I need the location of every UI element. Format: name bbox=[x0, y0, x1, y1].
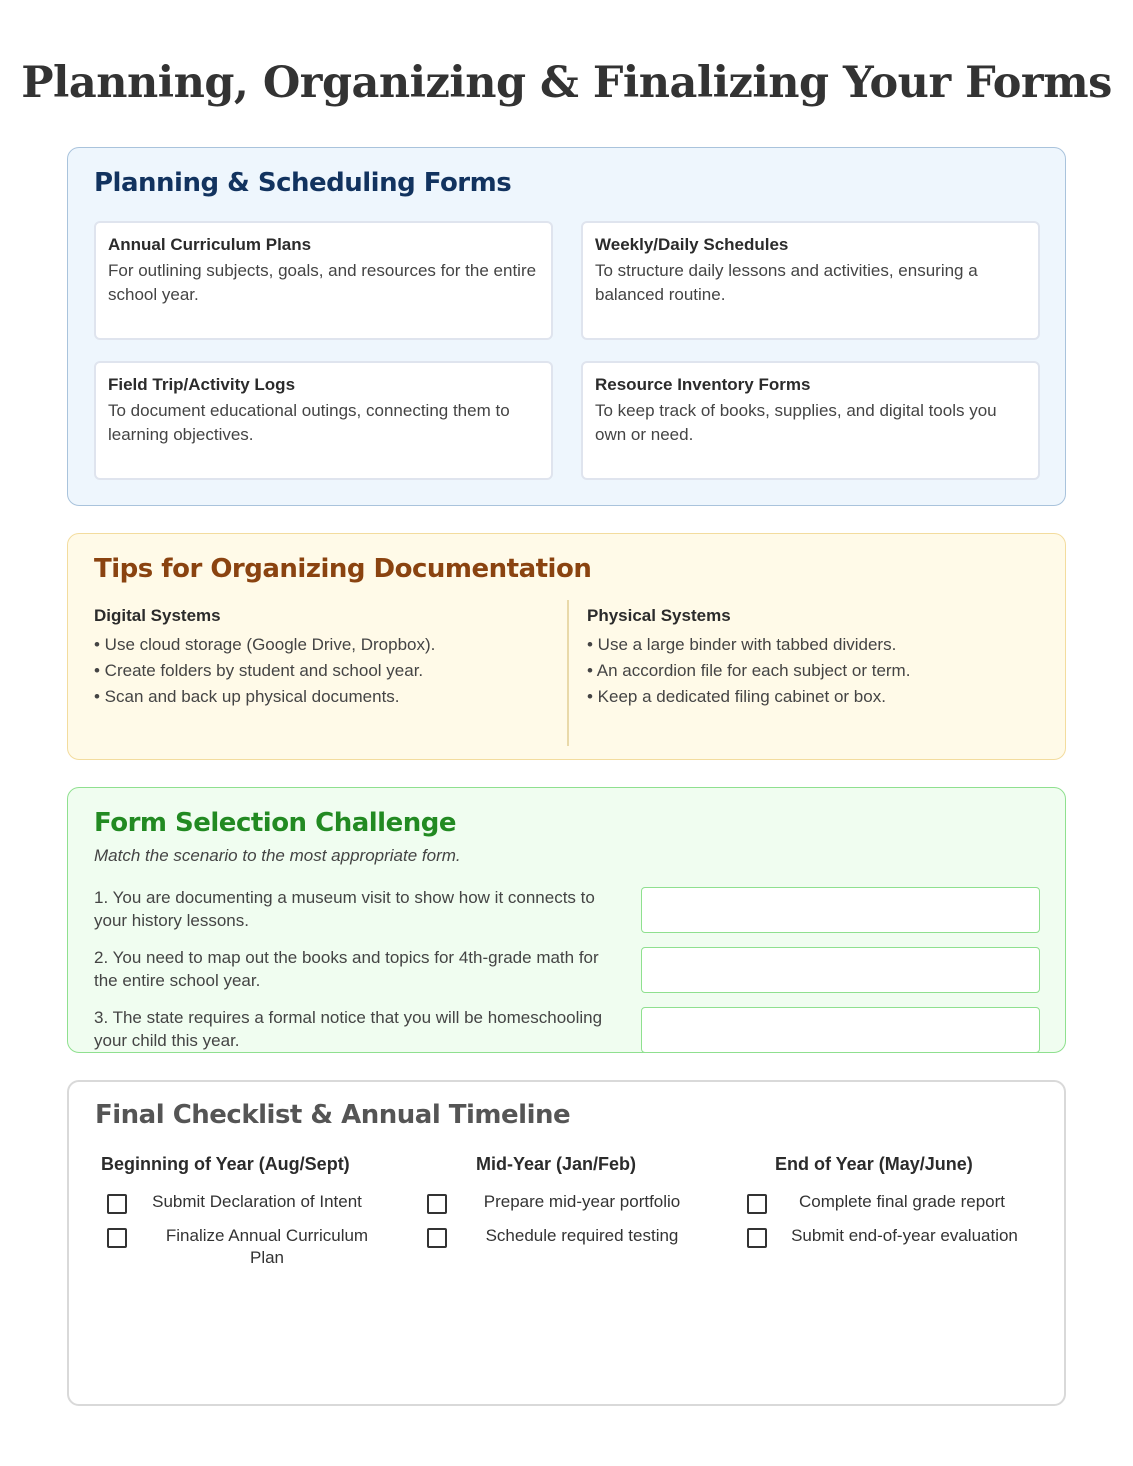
checklist-item[interactable] bbox=[427, 1228, 717, 1248]
tip-item: • Keep a dedicated filing cabinet or box. bbox=[587, 687, 886, 706]
tips-heading: Tips for Organizing Documentation bbox=[94, 554, 592, 584]
tips-section bbox=[67, 533, 1066, 760]
checklist-item-label: Finalize Annual Curriculum Plan bbox=[165, 1226, 369, 1267]
tip-item: • Scan and back up physical documents. bbox=[94, 687, 400, 706]
card-field-trip-logs bbox=[94, 361, 553, 480]
checkbox[interactable] bbox=[747, 1228, 767, 1248]
card-annual-curriculum bbox=[94, 221, 553, 340]
physical-systems-column bbox=[587, 606, 910, 710]
checklist-item-label: Prepare mid-year portfolio bbox=[483, 1192, 681, 1211]
challenge-section bbox=[67, 787, 1066, 1053]
checklist-section bbox=[67, 1080, 1066, 1406]
checklist-item-label: Submit end-of-year evaluation bbox=[791, 1226, 1018, 1245]
card-body: To keep track of books, supplies, and digital tools you own or need. bbox=[595, 401, 997, 444]
card-body: To structure daily lessons and activities, ensuring a balanced routine. bbox=[595, 261, 978, 304]
tip-item: • An accordion file for each subject or term. bbox=[587, 661, 911, 680]
tip-item: • Use cloud storage (Google Drive, Dropbox). bbox=[94, 635, 436, 654]
checkbox[interactable] bbox=[427, 1228, 447, 1248]
digital-systems-column bbox=[94, 606, 435, 710]
physical-systems-title: Physical Systems bbox=[587, 606, 731, 625]
checkbox[interactable] bbox=[107, 1194, 127, 1214]
checklist-item[interactable] bbox=[747, 1228, 1042, 1248]
challenge-heading: Form Selection Challenge bbox=[94, 808, 456, 838]
question-3: 3. The state requires a formal notice that you will be homeschooling your child this year. bbox=[94, 1008, 603, 1050]
checklist-item-label: Complete final grade report bbox=[798, 1192, 1005, 1211]
column-title-end-of-year: End of Year (May/June) bbox=[775, 1154, 973, 1174]
card-resource-inventory bbox=[581, 361, 1040, 480]
checklist-item[interactable] bbox=[747, 1194, 1037, 1214]
digital-systems-title: Digital Systems bbox=[94, 606, 221, 625]
checklist-item[interactable] bbox=[427, 1194, 717, 1214]
checkbox[interactable] bbox=[107, 1228, 127, 1248]
checklist-item[interactable] bbox=[107, 1194, 387, 1214]
column-title-beginning: Beginning of Year (Aug/Sept) bbox=[101, 1154, 350, 1174]
card-body: For outlining subjects, goals, and resources for the entire school year. bbox=[108, 261, 537, 304]
checklist-item-label: Schedule required testing bbox=[485, 1226, 679, 1245]
planning-heading: Planning & Scheduling Forms bbox=[94, 168, 512, 198]
column-title-mid-year: Mid-Year (Jan/Feb) bbox=[476, 1154, 637, 1174]
planning-section bbox=[67, 147, 1066, 506]
card-title: Annual Curriculum Plans bbox=[108, 235, 312, 254]
answer-input-3[interactable] bbox=[641, 1007, 1040, 1053]
tip-item: • Create folders by student and school year. bbox=[94, 661, 424, 680]
checkbox[interactable] bbox=[747, 1194, 767, 1214]
card-body: To document educational outings, connecting them to learning objectives. bbox=[108, 401, 510, 444]
column-divider bbox=[567, 600, 569, 746]
checklist-heading: Final Checklist & Annual Timeline bbox=[95, 1100, 571, 1130]
answer-input-1[interactable] bbox=[641, 887, 1040, 933]
checkbox[interactable] bbox=[427, 1194, 447, 1214]
checklist-item-label: Submit Declaration of Intent bbox=[152, 1192, 362, 1211]
card-title: Resource Inventory Forms bbox=[595, 375, 811, 394]
card-title: Weekly/Daily Schedules bbox=[595, 235, 789, 254]
question-2: 2. You need to map out the books and topics for 4th-grade math for the entire school year. bbox=[94, 948, 599, 990]
card-weekly-schedules bbox=[581, 221, 1040, 340]
question-1: 1. You are documenting a museum visit to show how it connects to your history lessons. bbox=[94, 888, 595, 930]
answer-input-2[interactable] bbox=[641, 947, 1040, 993]
challenge-subtitle: Match the scenario to the most appropriate form. bbox=[94, 846, 461, 865]
card-title: Field Trip/Activity Logs bbox=[108, 375, 296, 394]
page-title: Planning, Organizing & Finalizing Your Forms bbox=[21, 58, 1112, 108]
tip-item: • Use a large binder with tabbed dividers. bbox=[587, 635, 897, 654]
checklist-item[interactable] bbox=[107, 1228, 387, 1269]
